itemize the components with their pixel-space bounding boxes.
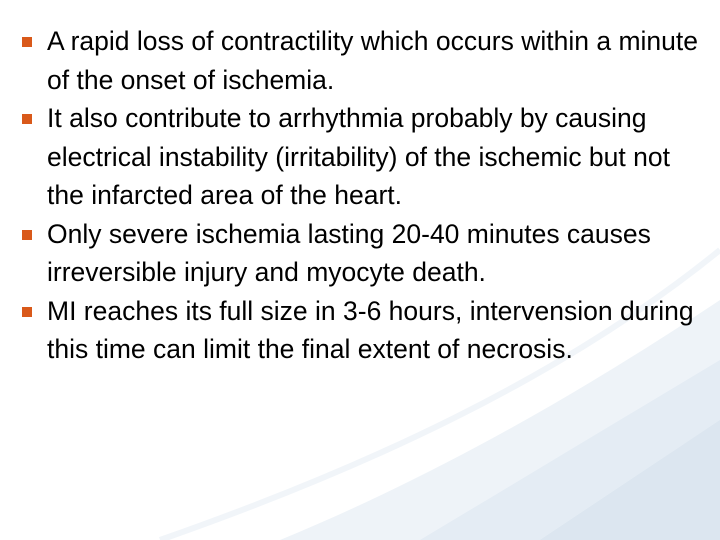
bullet-item xyxy=(22,292,712,369)
bullet-text: It also contribute to arrhythmia probably by causing electrical instability (irritability) of the ischemic but not the infarcted area of the heart. xyxy=(47,103,670,210)
bullet-list xyxy=(22,22,712,369)
bullet-item xyxy=(22,22,712,99)
square-bullet-icon xyxy=(22,114,32,124)
bullet-text: A rapid loss of contractility which occurs within a minute of the onset of ischemia. xyxy=(47,26,698,95)
square-bullet-icon xyxy=(22,37,32,47)
bullet-text: Only severe ischemia lasting 20-40 minutes causes irreversible injury and myocyte death. xyxy=(47,218,651,287)
bullet-item xyxy=(22,215,712,292)
square-bullet-icon xyxy=(22,230,32,240)
bullet-item xyxy=(22,99,712,215)
bullet-text: MI reaches its full size in 3-6 hours, intervension during this time can limit the final extent of necrosis. xyxy=(47,295,694,364)
square-bullet-icon xyxy=(22,307,32,317)
